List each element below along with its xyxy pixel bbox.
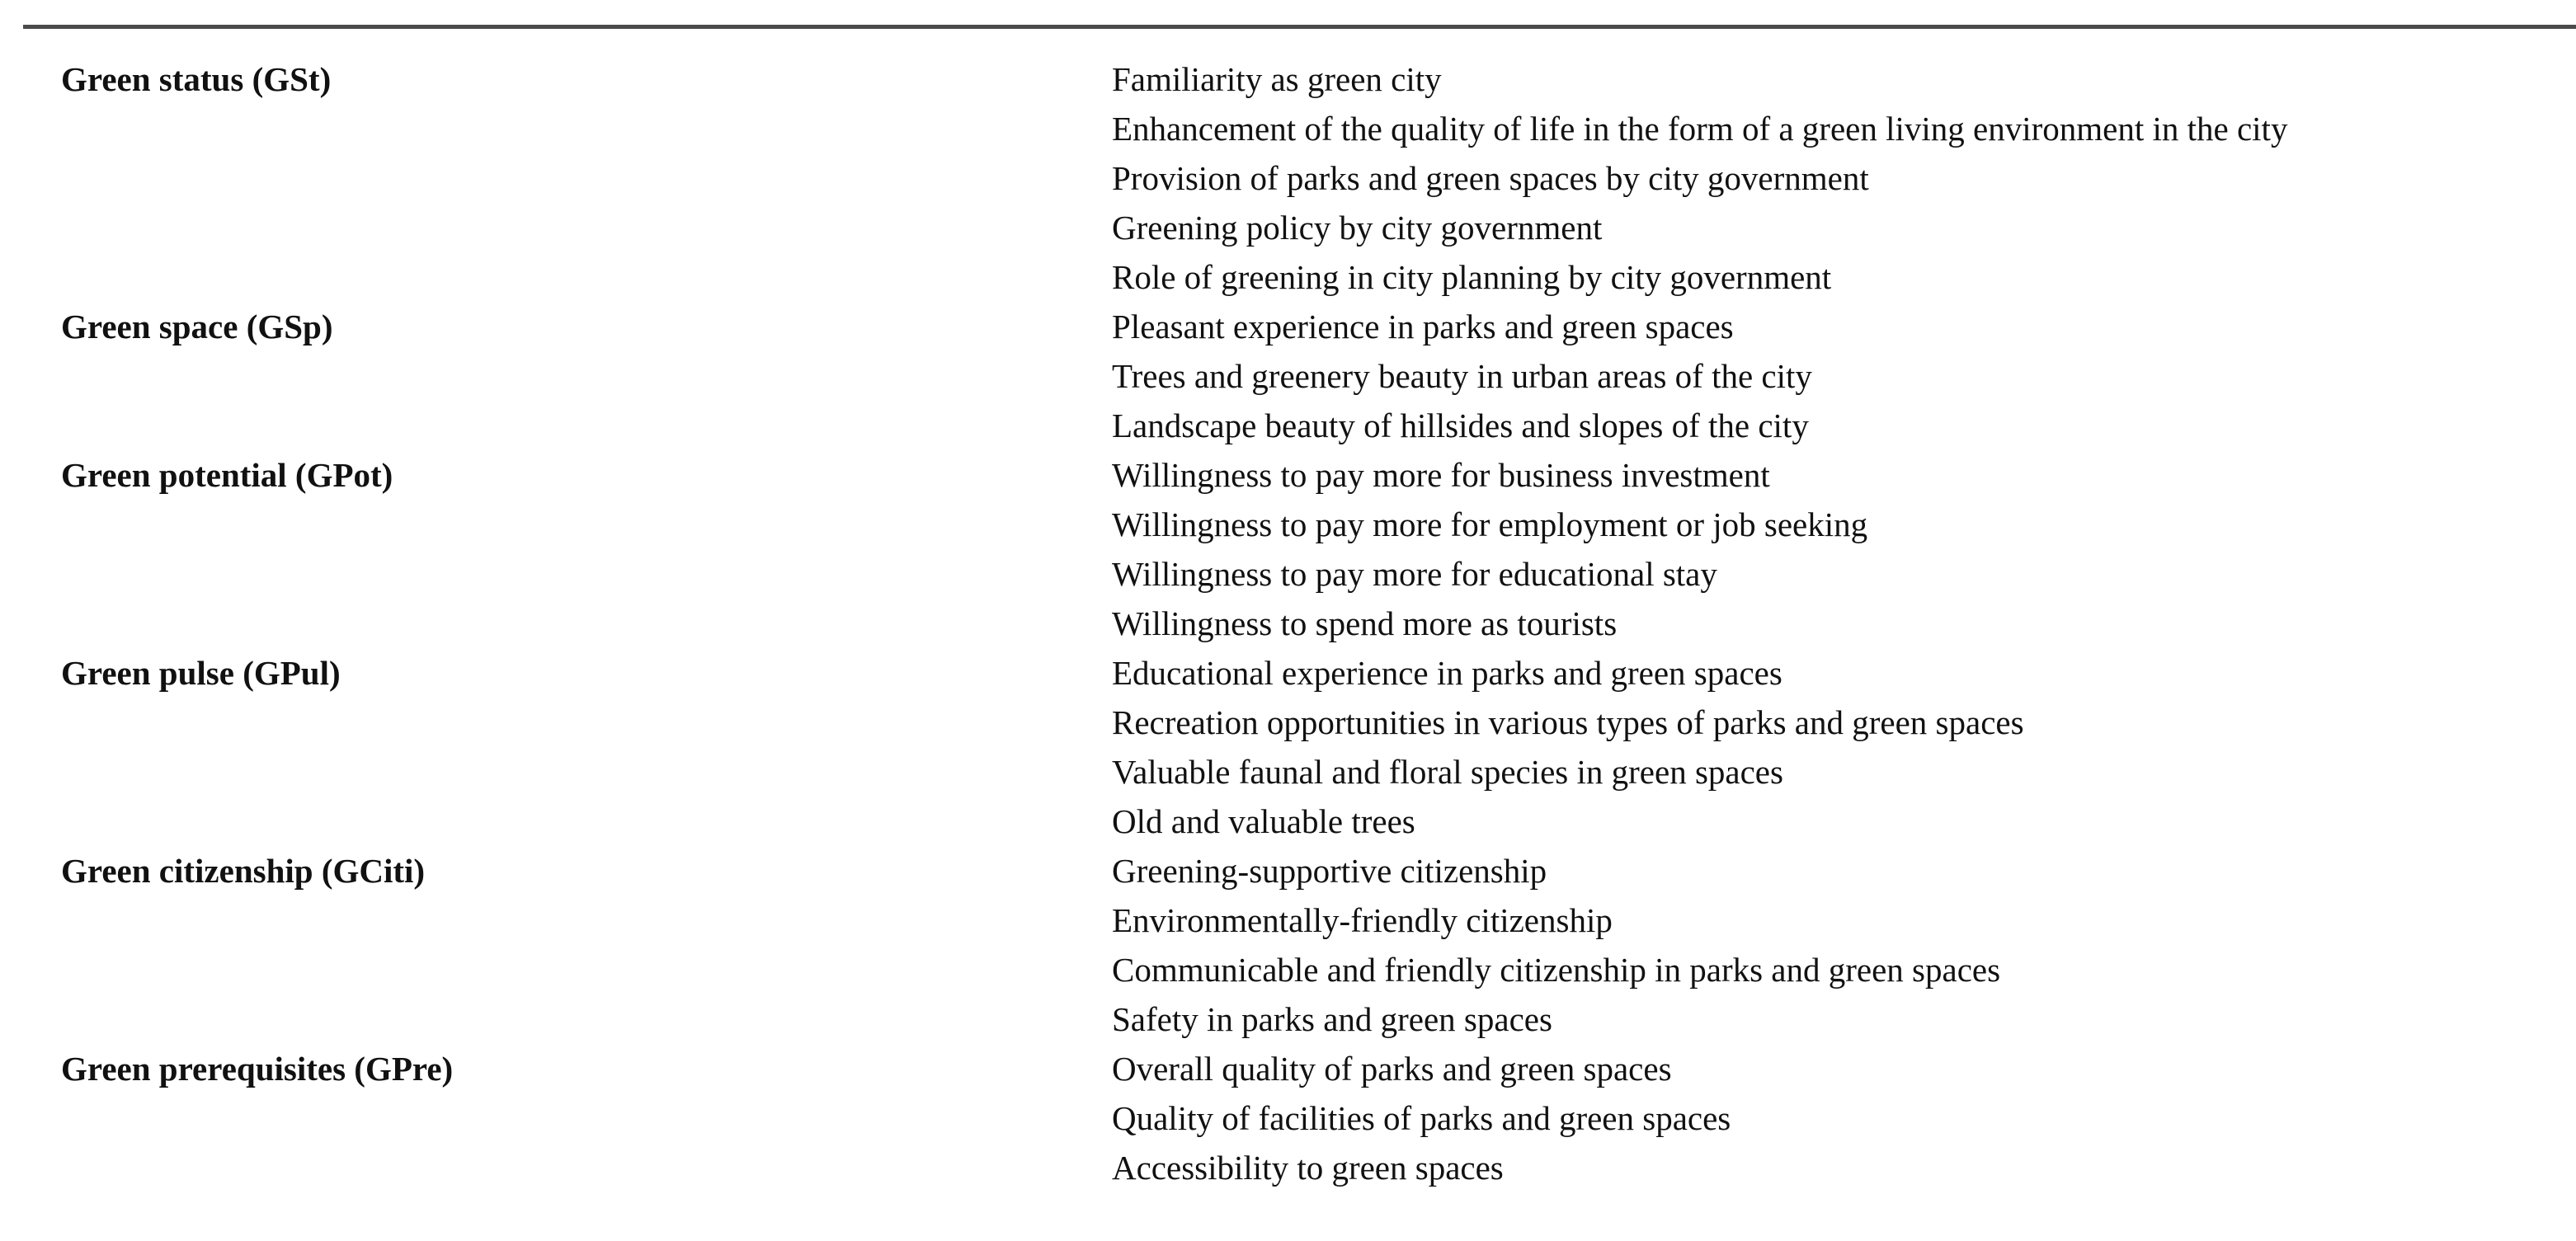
table-row bbox=[0, 351, 2576, 401]
table-row bbox=[0, 1044, 2576, 1093]
indicator-item: Old and valuable trees bbox=[1112, 802, 1415, 840]
table-row bbox=[0, 153, 2576, 203]
table-row bbox=[0, 104, 2576, 153]
indicator-item: Valuable faunal and floral species in green spaces bbox=[1112, 753, 1783, 791]
table-row bbox=[0, 549, 2576, 599]
indicator-item: Willingness to pay more for employment or job seeking bbox=[1112, 505, 1868, 543]
table-row bbox=[0, 450, 2576, 500]
indicator-item: Trees and greenery beauty in urban areas of the city bbox=[1112, 357, 1812, 395]
indicator-item: Landscape beauty of hillsides and slopes of the city bbox=[1112, 407, 1809, 444]
table-row bbox=[0, 698, 2576, 747]
indicator-item: Willingness to pay more for business investment bbox=[1112, 456, 1770, 494]
table-row bbox=[0, 302, 2576, 351]
indicator-item: Greening-supportive citizenship bbox=[1112, 852, 1547, 890]
indicator-table bbox=[0, 54, 2576, 1192]
table-row bbox=[0, 994, 2576, 1044]
table-row bbox=[0, 1143, 2576, 1192]
table-row bbox=[0, 895, 2576, 945]
indicator-item: Greening policy by city government bbox=[1112, 209, 1603, 247]
indicator-item: Enhancement of the quality of life in the form of a green living environment in the city bbox=[1112, 110, 2288, 148]
indicator-item: Overall quality of parks and green spaces bbox=[1112, 1050, 1672, 1088]
table-row bbox=[0, 252, 2576, 302]
table-row bbox=[0, 500, 2576, 549]
indicator-item: Communicable and friendly citizenship in parks and green spaces bbox=[1112, 951, 2001, 989]
table-row bbox=[0, 1093, 2576, 1143]
indicator-item: Educational experience in parks and green spaces bbox=[1112, 654, 1782, 692]
indicator-item: Role of greening in city planning by city government bbox=[1112, 258, 1832, 296]
table-row bbox=[0, 648, 2576, 698]
indicator-item: Accessibility to green spaces bbox=[1112, 1149, 1504, 1187]
table-row bbox=[0, 797, 2576, 846]
indicator-item: Familiarity as green city bbox=[1112, 60, 1442, 98]
table-row bbox=[0, 401, 2576, 450]
table-row bbox=[0, 599, 2576, 648]
category-label: Green citizenship (GCiti) bbox=[61, 852, 426, 890]
table-row bbox=[0, 747, 2576, 797]
category-label: Green status (GSt) bbox=[61, 60, 332, 98]
indicator-item: Environmentally-friendly citizenship bbox=[1112, 901, 1613, 939]
category-label: Green prerequisites (GPre) bbox=[61, 1050, 454, 1088]
category-label: Green space (GSp) bbox=[61, 308, 333, 346]
indicator-item: Willingness to pay more for educational stay bbox=[1112, 555, 1717, 593]
table-row bbox=[0, 54, 2576, 104]
indicator-item: Provision of parks and green spaces by city government bbox=[1112, 159, 1869, 197]
category-label: Green potential (GPot) bbox=[61, 456, 393, 494]
table-row bbox=[0, 203, 2576, 252]
table-row bbox=[0, 945, 2576, 994]
table-row bbox=[0, 846, 2576, 895]
indicator-item: Recreation opportunities in various types of parks and green spaces bbox=[1112, 703, 2024, 741]
category-label: Green pulse (GPul) bbox=[61, 654, 341, 692]
indicator-item: Safety in parks and green spaces bbox=[1112, 1000, 1552, 1038]
indicator-item: Quality of facilities of parks and green spaces bbox=[1112, 1099, 1731, 1137]
table-top-rule bbox=[23, 25, 2576, 29]
indicator-item: Willingness to spend more as tourists bbox=[1112, 604, 1618, 642]
indicator-item: Pleasant experience in parks and green spaces bbox=[1112, 308, 1734, 346]
